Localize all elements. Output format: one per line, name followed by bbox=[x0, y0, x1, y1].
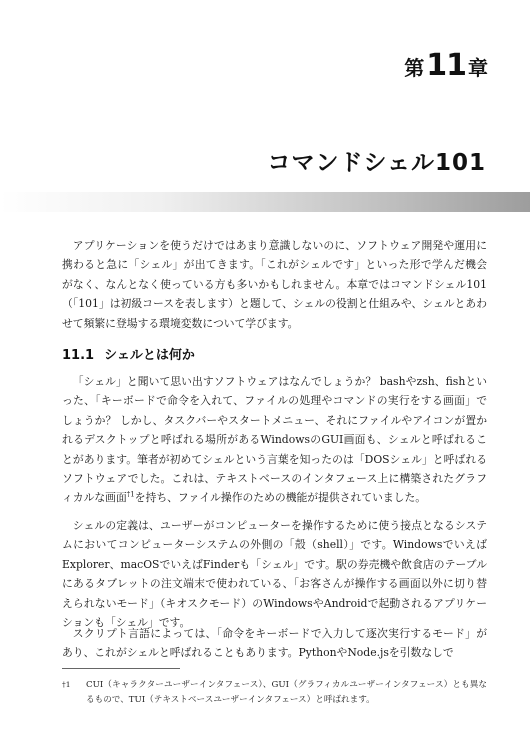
section-heading bbox=[62, 344, 195, 363]
chapter-label bbox=[404, 48, 488, 83]
footnote-divider bbox=[62, 668, 180, 669]
intro-paragraph: アプリケーションを使うだけではあまり意識しないのに、ソフトウェア開発や運用に携わると急に「シェル」が出てきます。「これがシェルです」といった形で学んだ機会がなく、なんとなく使っている方も多いかもしれません。本章ではコマンドシェル101（「101」は初級コースを表します）と題して、シェルの役割と仕組みや、シェルとあわせて頻繁に登場する環境変数について学びます。 bbox=[62, 239, 487, 330]
paragraph-1-text-cont: を持ち、ファイル操作のための機能が提供されていました。 bbox=[134, 491, 427, 505]
footnote-text: CUI（キャラクターユーザーインタフェース）、GUI（グラフィカルユーザーインタフェース）とも異なるもので、TUI（テキストベースユーザーインタフェース）と呼ばれます。 bbox=[86, 680, 487, 705]
section-title: シェルとは何か bbox=[104, 348, 195, 363]
footnote bbox=[62, 678, 487, 707]
chapter-prefix: 第 bbox=[404, 56, 425, 80]
chapter-number: 11 bbox=[426, 48, 466, 83]
footnote-reference[interactable]: †1 bbox=[126, 490, 135, 499]
chapter-suffix: 章 bbox=[468, 56, 488, 80]
title-gradient-bar bbox=[0, 192, 530, 212]
paragraph-1-text: 「シェル」と聞いて思い出すソフトウェアはなんでしょうか？ bashやzsh、fishといった、「キーボードで命令を入れて、ファイルの処理やコマンドの実行をする画面」でしょうか？ しかし、タスクバーやスタートメニュー、それにファイルやアイコンが置かれるデスクトップと呼ばれる場所があるWindowsのGUI画面も、シェルと呼ばれることがあります。筆者が初めてシェルという言葉を知ったのは「DOSシェル」と呼ばれるソフトウェアでした。これは、テキストベースのインタフェース上に構築されたグラフィカルな画面 bbox=[62, 375, 487, 505]
section-number: 11.1 bbox=[62, 348, 95, 363]
body-paragraph-1 bbox=[62, 372, 487, 508]
body-paragraph-2: シェルの定義は、ユーザーがコンピューターを操作するために使う接点となるシステムにおいてコンピューターシステムの外側の「殻（shell）」です。Windowsでいえば Explorer、macOSでいえばFinderも「シェル」です。駅の券売機や飲食店のテーブルにあるタブレットの注文端末で使われている、「お客さんが操作する画面以外に切り替えられないモード」（キオスクモード）のWindowsやAndroidで起動されるアプリケーションも「シェル」です。 bbox=[62, 519, 487, 630]
body-paragraph-3: スクリプト言語によっては、「命令をキーボードで入力して逐次実行するモード」があり、これがシェルと呼ばれることもあります。PythonやNode.jsを引数なしで bbox=[62, 627, 487, 660]
chapter-title: コマンドシェル101 bbox=[267, 150, 486, 176]
footnote-mark: †1 bbox=[62, 680, 71, 689]
